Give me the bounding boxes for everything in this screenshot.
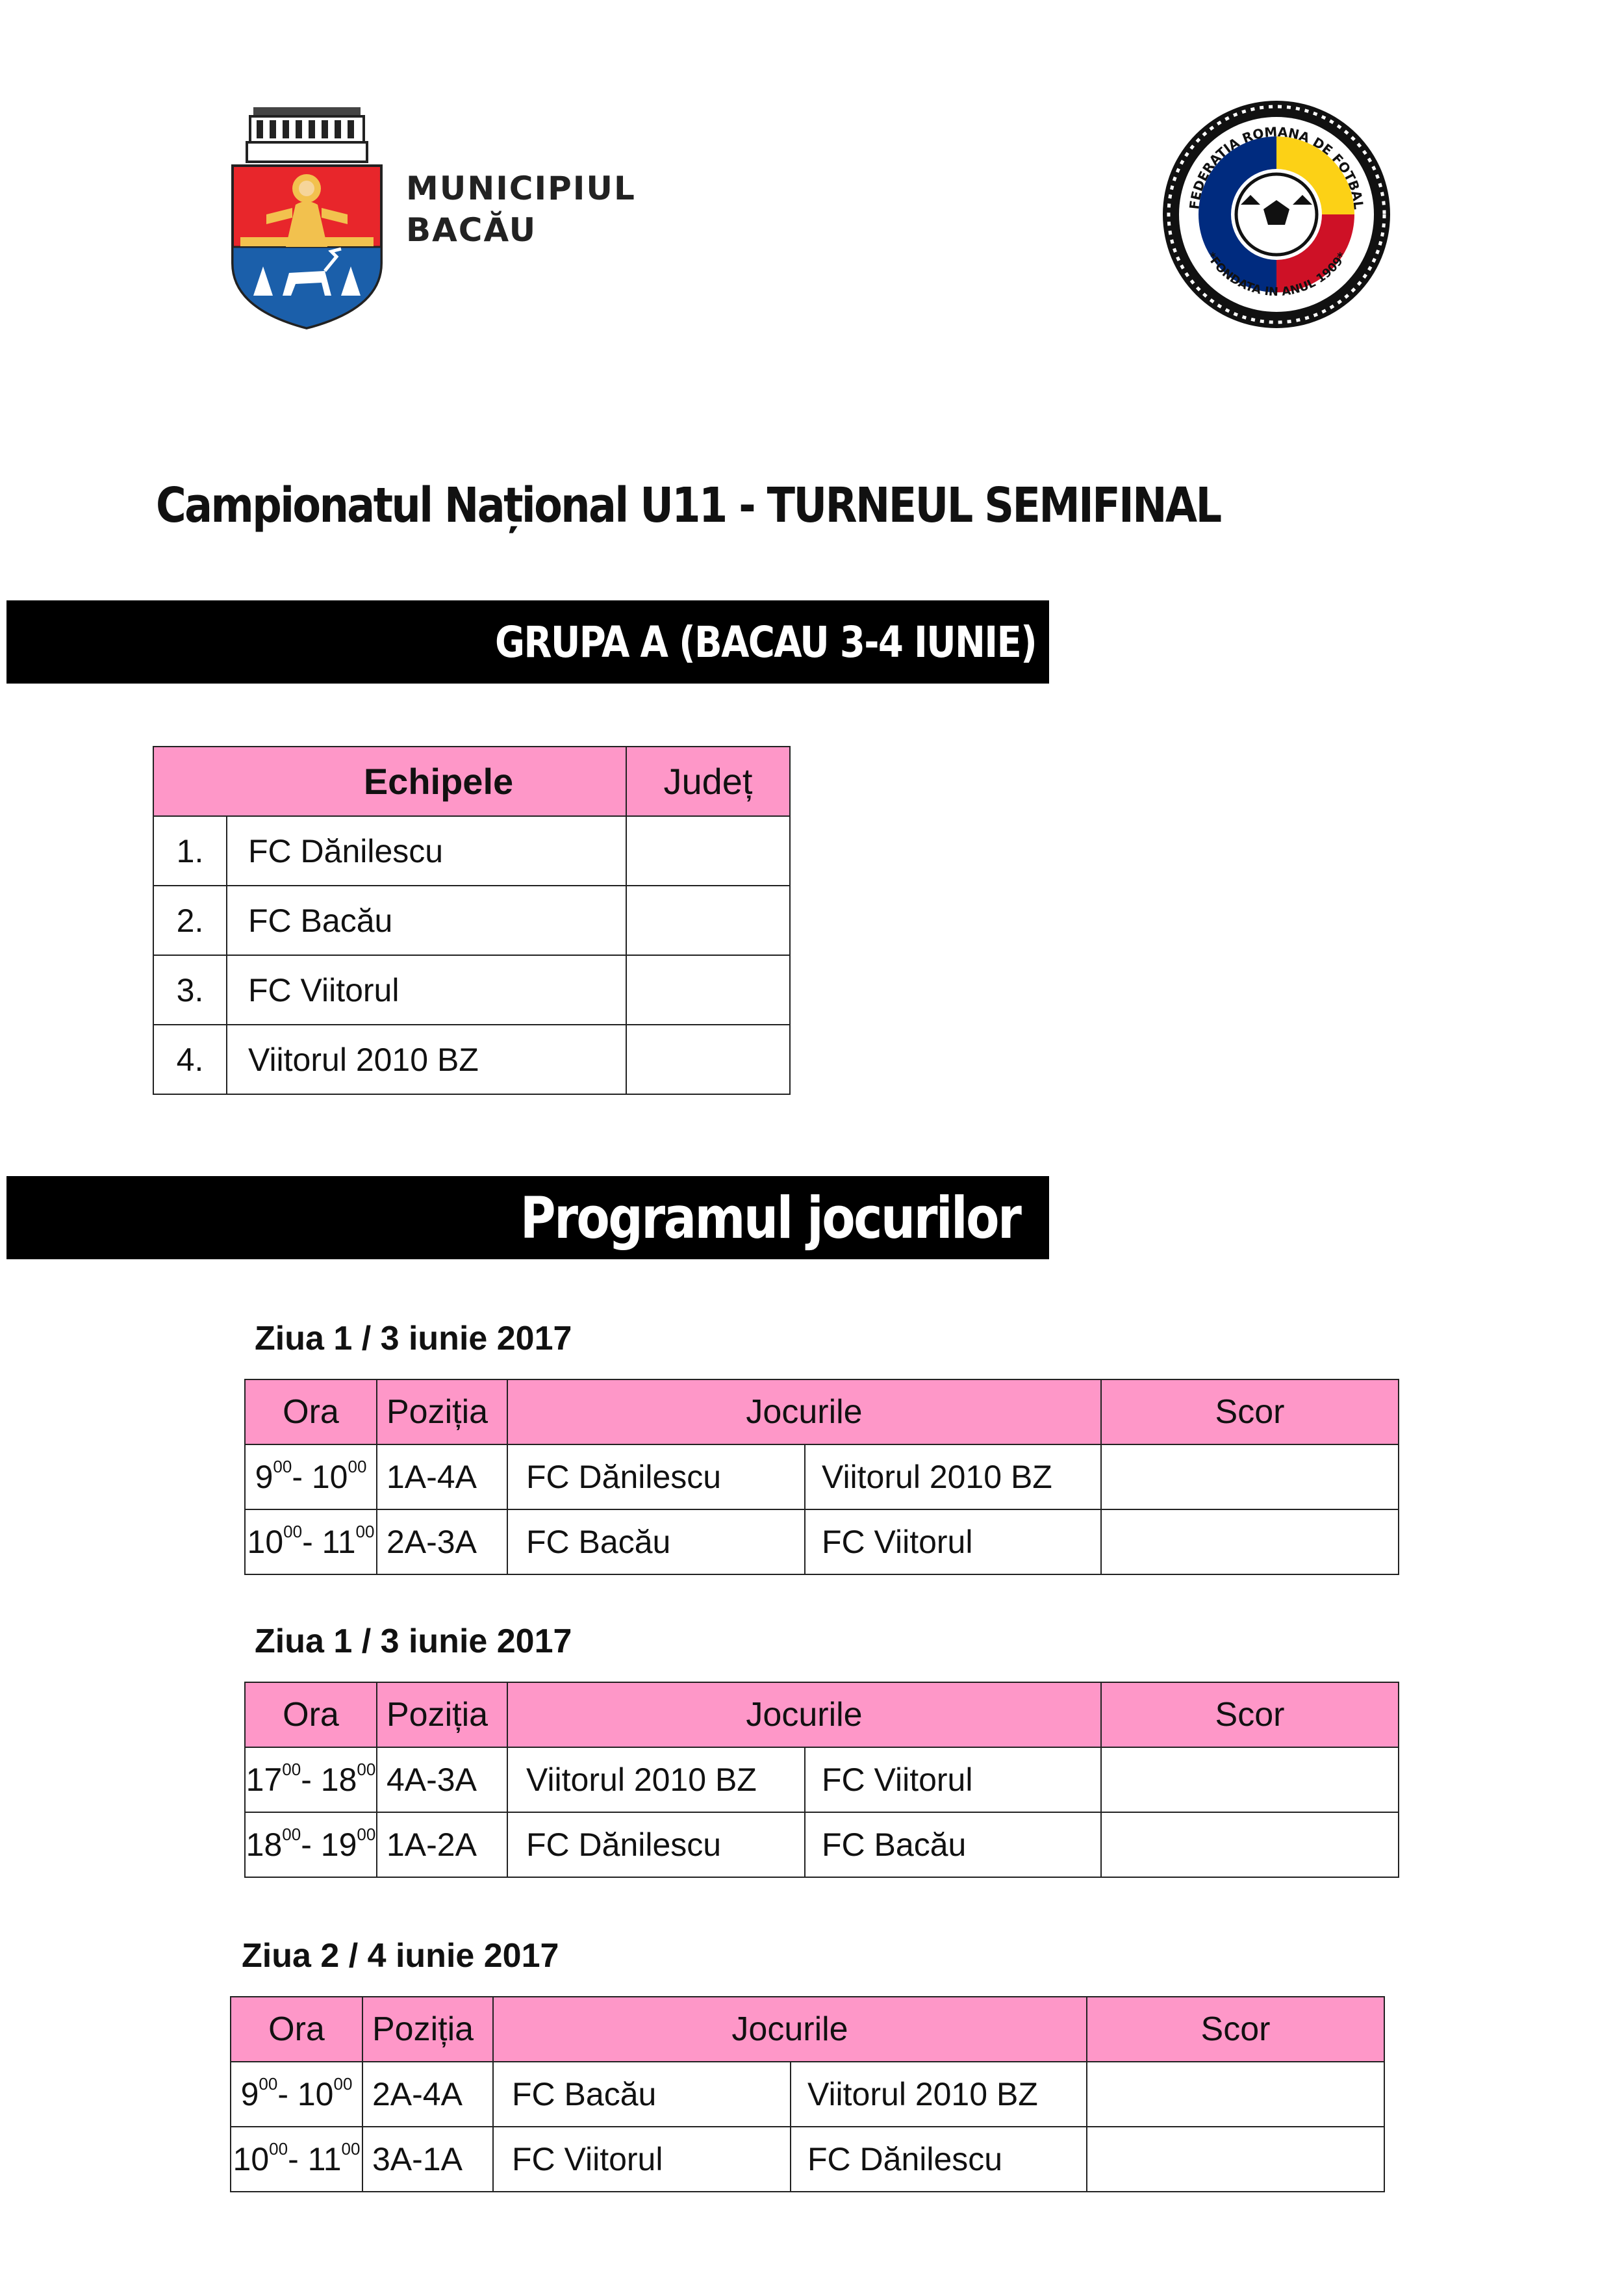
away-team: FC Dănilescu: [791, 2127, 1087, 2192]
match-score: [1101, 1444, 1399, 1509]
day-label: Ziua 1 / 3 iunie 2017: [255, 1622, 572, 1660]
group-banner-text: GRUPA A (BACAU 3-4 IUNIE): [494, 617, 1036, 667]
scor-header: Scor: [1101, 1682, 1399, 1747]
match-score: [1101, 1747, 1399, 1812]
match-time: $10^{00}-$ $11^{00}$: [231, 2127, 362, 2192]
team-number: 2.: [153, 886, 227, 955]
group-banner: [6, 600, 1049, 684]
schedule-header-row: [245, 1682, 1399, 1747]
day-label: Ziua 2 / 4 iunie 2017: [242, 1937, 559, 1975]
ora-header: Ora: [231, 1997, 362, 2062]
frf-logo-icon: [1160, 97, 1393, 331]
county-header: Județ: [626, 747, 790, 816]
team-county: [626, 886, 790, 955]
match-score: [1101, 1812, 1399, 1877]
municipality-name: [406, 168, 636, 251]
match-position: 4A-3A: [377, 1747, 507, 1812]
table-row: [245, 1509, 1399, 1574]
team-county: [626, 955, 790, 1025]
match-time: $9^{00}-$ $10^{00}$: [245, 1444, 377, 1509]
table-row: [245, 1812, 1399, 1877]
page-title: Campionatul Național U11 - TURNEUL SEMIFINAL: [156, 478, 1221, 533]
scor-header: Scor: [1087, 1997, 1384, 2062]
match-time: $9^{00}-$ $10^{00}$: [231, 2062, 362, 2127]
team-name: FC Bacău: [227, 886, 626, 955]
table-row: [153, 886, 790, 955]
schedule-table: [230, 1996, 1385, 2192]
home-team: FC Dănilescu: [507, 1444, 805, 1509]
schedule-banner-text: Programul jocurilor: [520, 1184, 1020, 1251]
match-position: 2A-4A: [362, 2062, 493, 2127]
team-name: FC Viitorul: [227, 955, 626, 1025]
home-team: FC Dănilescu: [507, 1812, 805, 1877]
jocurile-header: Jocurile: [507, 1682, 1101, 1747]
table-row: [245, 1444, 1399, 1509]
frf-ring-top-text: FEDERATIA ROMANA DE FOTBAL: [1186, 123, 1367, 211]
match-time: $10^{00}-$ $11^{00}$: [245, 1509, 377, 1574]
jocurile-header: Jocurile: [493, 1997, 1087, 2062]
match-position: 1A-2A: [377, 1812, 507, 1877]
municipality-line1: MUNICIPIUL: [406, 170, 636, 207]
away-team: FC Viitorul: [805, 1747, 1101, 1812]
teams-header: Echipele: [153, 747, 626, 816]
schedule-table: [244, 1682, 1399, 1878]
team-county: [626, 816, 790, 886]
team-number: 3.: [153, 955, 227, 1025]
schedule-table: [244, 1379, 1399, 1575]
away-team: FC Bacău: [805, 1812, 1101, 1877]
table-row: [231, 2127, 1384, 2192]
match-score: [1087, 2127, 1384, 2192]
match-score: [1087, 2062, 1384, 2127]
frf-ring-bottom-text: *FONDATA IN ANUL 1909*: [1203, 250, 1350, 300]
away-team: FC Viitorul: [805, 1509, 1101, 1574]
schedule-header-row: [245, 1379, 1399, 1444]
match-position: 1A-4A: [377, 1444, 507, 1509]
teams-header-row: [153, 747, 790, 816]
home-team: FC Viitorul: [493, 2127, 791, 2192]
schedule-header-row: [231, 1997, 1384, 2062]
home-team: Viitorul 2010 BZ: [507, 1747, 805, 1812]
ora-header: Ora: [245, 1682, 377, 1747]
ora-header: Ora: [245, 1379, 377, 1444]
table-row: [153, 1025, 790, 1094]
team-name: Viitorul 2010 BZ: [227, 1025, 626, 1094]
team-name: FC Dănilescu: [227, 816, 626, 886]
table-row: [153, 955, 790, 1025]
home-team: FC Bacău: [493, 2062, 791, 2127]
bacau-crest-icon: [227, 101, 387, 335]
match-time: $18^{00}-$ $19^{00}$: [245, 1812, 377, 1877]
pozitia-header: Poziția: [377, 1379, 507, 1444]
home-team: FC Bacău: [507, 1509, 805, 1574]
away-team: Viitorul 2010 BZ: [805, 1444, 1101, 1509]
team-number: 1.: [153, 816, 227, 886]
municipality-line2: BACĂU: [406, 211, 537, 249]
teams-table: [153, 746, 791, 1095]
day-label: Ziua 1 / 3 iunie 2017: [255, 1320, 572, 1357]
away-team: Viitorul 2010 BZ: [791, 2062, 1087, 2127]
pozitia-header: Poziția: [362, 1997, 493, 2062]
team-county: [626, 1025, 790, 1094]
schedule-banner: [6, 1176, 1049, 1259]
table-row: [245, 1747, 1399, 1812]
team-number: 4.: [153, 1025, 227, 1094]
match-position: 3A-1A: [362, 2127, 493, 2192]
match-score: [1101, 1509, 1399, 1574]
match-time: $17^{00}-$ $18^{00}$: [245, 1747, 377, 1812]
table-row: [153, 816, 790, 886]
jocurile-header: Jocurile: [507, 1379, 1101, 1444]
pozitia-header: Poziția: [377, 1682, 507, 1747]
scor-header: Scor: [1101, 1379, 1399, 1444]
table-row: [231, 2062, 1384, 2127]
match-position: 2A-3A: [377, 1509, 507, 1574]
